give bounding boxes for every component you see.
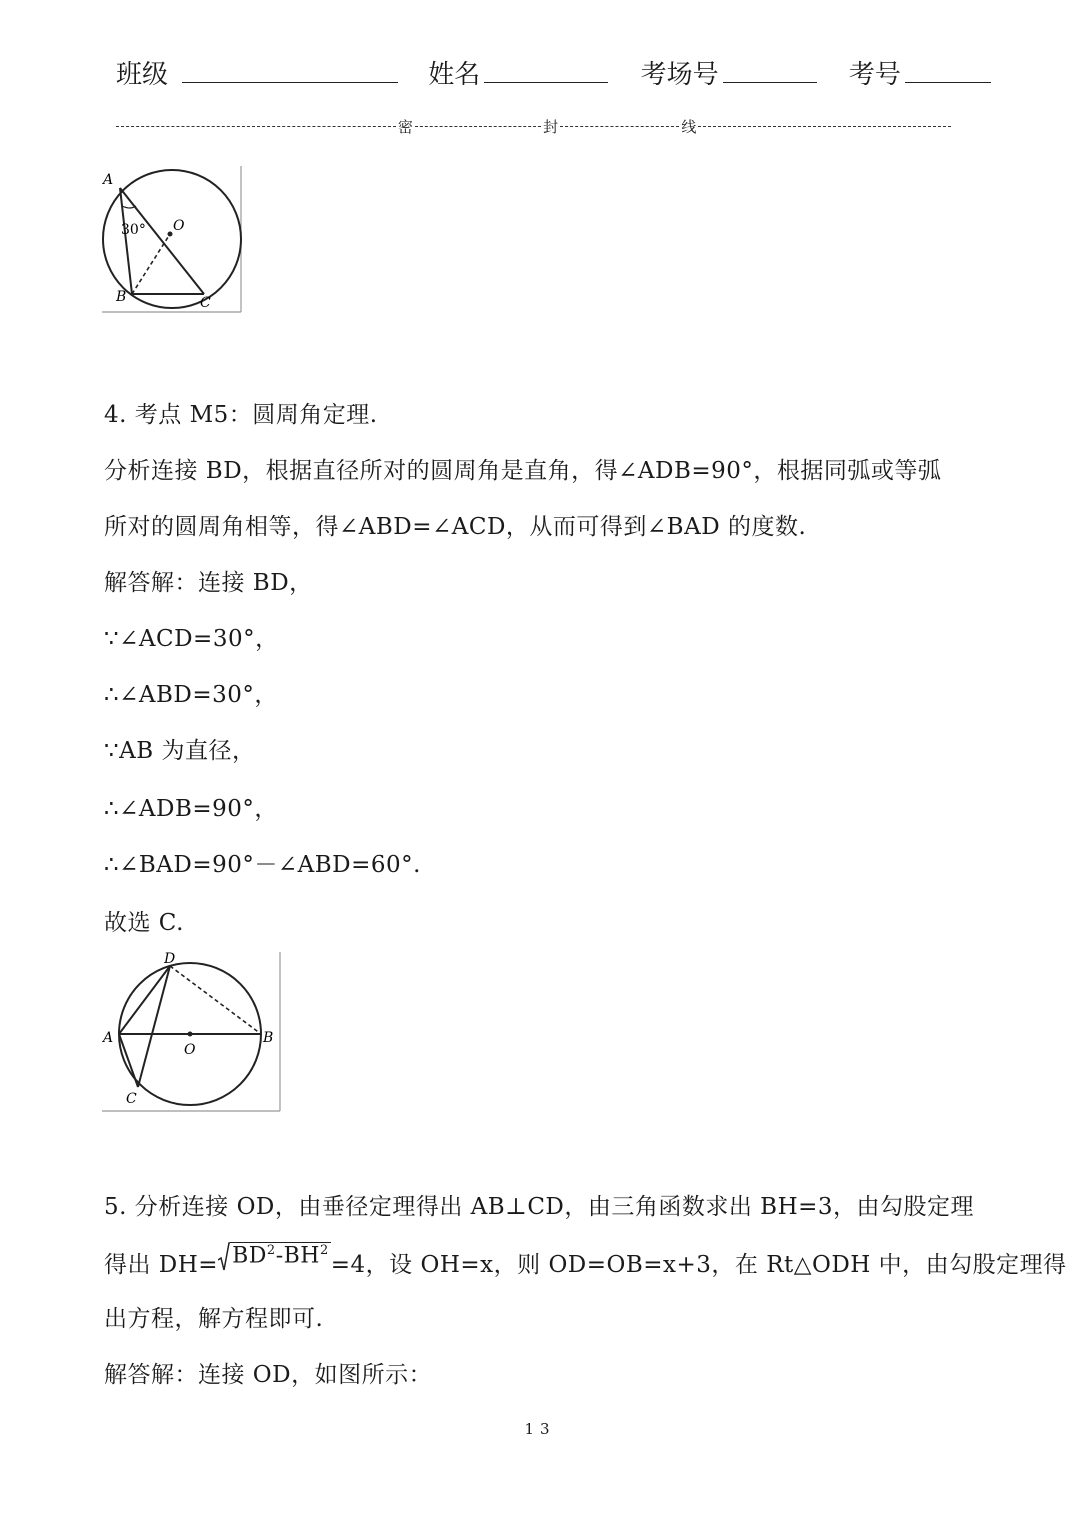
center-point	[168, 232, 173, 237]
label-d: D	[164, 951, 176, 967]
q4-analysis-line-2: 所对的圆周角相等，得∠ABD=∠ACD，从而可得到∠BAD 的度数.	[104, 514, 807, 540]
q5-solution-intro: 解答解：连接 OD，如图所示：	[104, 1362, 433, 1388]
label-c: C	[126, 1091, 137, 1107]
label-a: A	[103, 172, 114, 188]
seal-char-xian: 线	[681, 118, 697, 136]
sqrt-expression	[218, 1242, 331, 1272]
segment-ac	[119, 1034, 138, 1087]
dash-segment	[116, 126, 396, 127]
q4-title: 4. 考点 M5：圆周角定理.	[104, 402, 378, 428]
q4-step-1: ∵∠ACD=30°，	[104, 626, 279, 652]
sqrt-bd: BD	[232, 1243, 267, 1269]
q5-line2-prefix: 得出 DH=	[104, 1252, 219, 1278]
room-blank	[723, 52, 817, 83]
segment-dc	[138, 966, 170, 1087]
circle	[103, 170, 241, 308]
label-b: B	[116, 289, 127, 305]
q4-analysis-line-1: 分析连接 BD，根据直径所对的圆周角是直角，得∠ADB=90°，根据同弧或等弧	[104, 458, 942, 484]
seal-char-mi: 密	[397, 118, 413, 136]
number-blank	[905, 52, 991, 83]
q4-step-5: ∴∠BAD=90°－∠ABD=60°.	[104, 852, 421, 878]
angle-label: 30°	[121, 222, 146, 238]
label-b: B	[263, 1030, 274, 1046]
exponent: 2	[266, 1243, 276, 1258]
page-number: 13	[524, 1420, 556, 1438]
name-blank	[484, 52, 608, 83]
label-o: O	[173, 218, 185, 234]
center-point	[188, 1032, 193, 1037]
number-label: 考号	[848, 60, 901, 90]
q5-analysis-line-3: 出方程，解方程即可.	[104, 1306, 324, 1332]
dash-segment	[698, 126, 951, 127]
sqrt-minus-bh: -BH	[275, 1243, 320, 1269]
exam-header	[116, 52, 966, 91]
class-label: 班级	[116, 60, 169, 90]
label-c: C	[200, 295, 211, 311]
q5-analysis-line-2	[104, 1242, 1067, 1279]
figure-2-circle-diagram	[100, 950, 284, 1114]
name-label: 姓名	[428, 60, 481, 90]
q4-conclusion: 故选 C.	[104, 910, 184, 936]
segment-ab	[120, 188, 132, 294]
q4-step-3: ∵AB 为直径，	[104, 738, 256, 764]
seal-char-feng: 封	[543, 118, 559, 136]
exponent: 2	[319, 1243, 329, 1258]
dash-segment	[560, 126, 679, 127]
class-blank	[182, 52, 398, 83]
room-label: 考场号	[640, 60, 719, 90]
figure-1-circle-diagram	[100, 164, 246, 316]
segment-db-dashed	[170, 966, 261, 1034]
sqrt-radicand	[230, 1242, 331, 1268]
dash-segment	[415, 126, 541, 127]
q5-line2-suffix: =4，设 OH=x，则 OD=OB=x+3，在 Rt△ODH 中，由勾股定理得	[330, 1252, 1067, 1278]
q4-step-4: ∴∠ADB=90°，	[104, 796, 278, 822]
segment-ac	[120, 188, 204, 294]
label-a: A	[103, 1030, 114, 1046]
label-o: O	[184, 1042, 196, 1058]
q4-step-2: ∴∠ABD=30°，	[104, 682, 278, 708]
seal-line	[116, 116, 951, 137]
sqrt-sign	[218, 1242, 230, 1272]
q5-analysis-line-1: 5. 分析连接 OD，由垂径定理得出 AB⊥CD，由三角函数求出 BH=3，由勾股定理	[104, 1194, 975, 1220]
q4-solution-intro: 解答解：连接 BD，	[104, 570, 313, 596]
